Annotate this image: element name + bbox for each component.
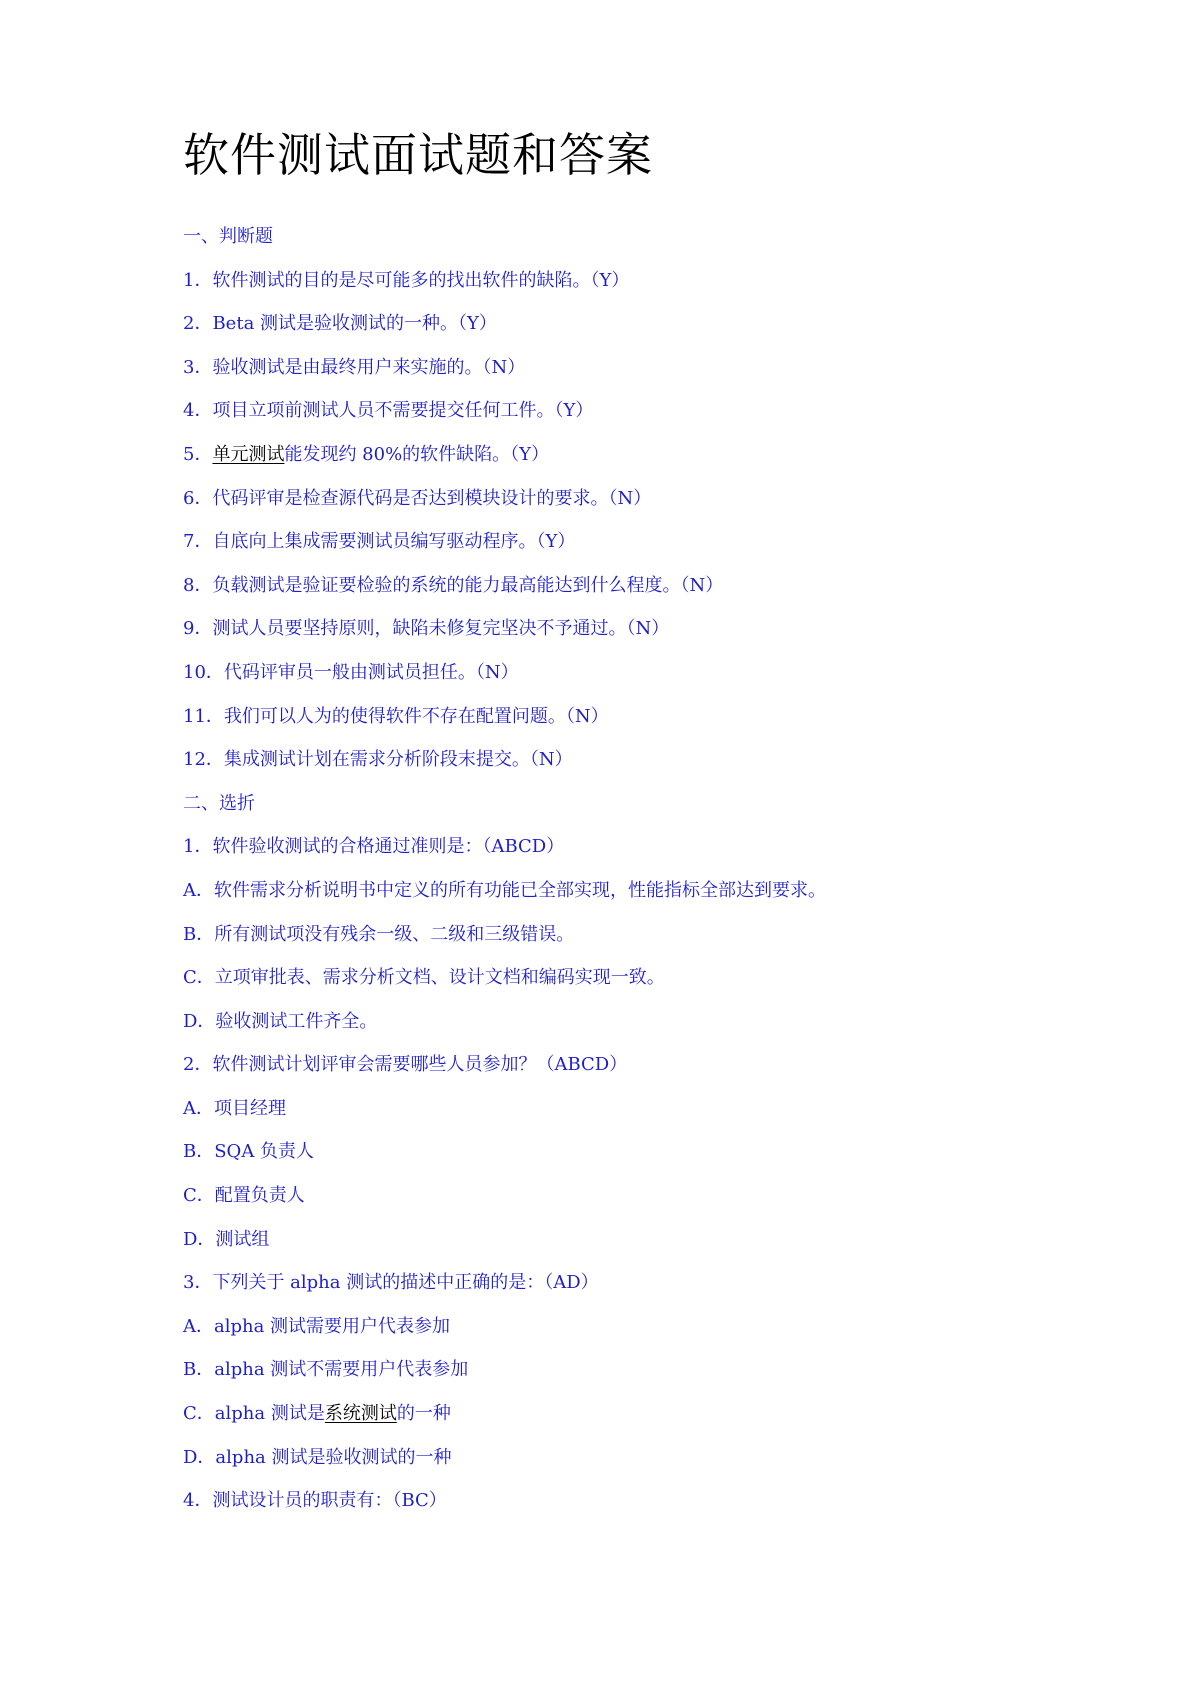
text-line: 6．代码评审是检查源代码是否达到模块设计的要求。（N） [183,487,652,509]
line-text-suffix: 的一种 [396,1403,451,1425]
text-line: D．验收测试工件齐全。 [183,1010,378,1032]
underlined-term-link[interactable]: 单元测试 [212,443,285,465]
text-line: 1．软件验收测试的合格通过准则是：（ABCD） [183,836,565,858]
text-line: 2．软件测试计划评审会需要哪些人员参加？（ABCD） [183,1054,628,1076]
text-line: 12．集成测试计划在需求分析阶段末提交。（N） [183,749,573,771]
text-line: 7．自底向上集成需要测试员编写驱动程序。（Y） [183,531,576,553]
text-line: 4．项目立项前测试人员不需要提交任何工件。（Y） [183,400,594,422]
text-line: 1．软件测试的目的是尽可能多的找出软件的缺陷。（Y） [183,269,630,291]
text-line: B．alpha 测试不需要用户代表参加 [183,1359,469,1381]
text-line: 3．验收测试是由最终用户来实施的。（N） [183,356,526,378]
text-line: 4．测试设计员的职责有：（BC） [183,1490,447,1512]
text-line: 2．Beta 测试是验收测试的一种。（Y） [183,313,497,335]
text-line: 10．代码评审员一般由测试员担任。（N） [183,661,519,683]
text-line: 一、判断题 [183,226,273,247]
text-line: A．软件需求分析说明书中定义的所有功能已全部实现，性能指标全部达到要求。 [183,879,826,901]
text-line: 3．下列关于 alpha 测试的描述中正确的是：（AD） [183,1272,599,1294]
text-line: B．SQA 负责人 [183,1141,315,1163]
underlined-term-link[interactable]: 系统测试 [324,1403,397,1425]
text-line: 二、选折 [183,792,255,814]
line-text-suffix: 能发现约 80%的软件缺陷。（Y） [284,443,550,465]
text-line: 9．测试人员要坚持原则，缺陷未修复完坚决不予通过。（N） [183,618,670,640]
text-line: D．测试组 [183,1228,270,1250]
text-line: D．alpha 测试是验收测试的一种 [183,1446,452,1468]
text-line: 11．我们可以人为的使得软件不存在配置问题。（N） [183,705,609,727]
document-title: 软件测试面试题和答案 [183,128,653,182]
line-text-prefix: C．alpha 测试是 [183,1403,325,1425]
text-line-with-link [183,440,826,484]
text-line: A．alpha 测试需要用户代表参加 [183,1315,451,1337]
text-line: 8．负载测试是验证要检验的系统的能力最高能达到什么程度。（N） [183,574,724,596]
text-line: C．配置负责人 [183,1185,305,1207]
line-text-prefix: 5． [183,443,213,465]
document-body [183,222,826,1530]
text-line: C．立项审批表、需求分析文档、设计文档和编码实现一致。 [183,967,665,989]
text-line: B．所有测试项没有残余一级、二级和三级错误。 [183,923,575,945]
text-line: A．项目经理 [183,1097,286,1119]
text-line-with-link [183,1399,826,1443]
